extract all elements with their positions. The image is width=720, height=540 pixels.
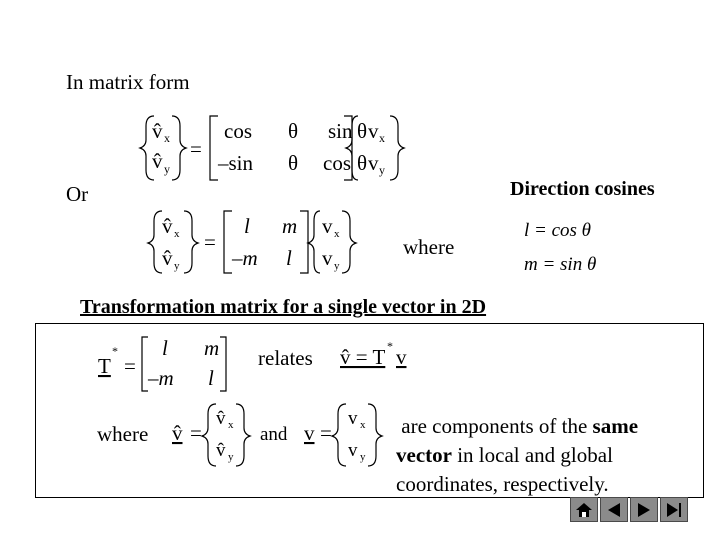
or-label: Or (66, 182, 89, 206)
svg-text:and: and (260, 424, 288, 445)
svg-text:=: = (190, 421, 202, 445)
home-icon (575, 502, 593, 518)
previous-icon (605, 502, 623, 518)
svg-text:=: = (190, 137, 202, 161)
svg-text:*: * (112, 344, 118, 358)
last-button[interactable] (660, 497, 688, 522)
vector-definitions (170, 400, 380, 470)
relates-label: relates (258, 346, 313, 370)
description-paragraph (396, 412, 638, 499)
vx-hat-symbol: v̂ (152, 119, 163, 143)
svg-text:m: m (204, 336, 220, 360)
svg-text:θ: θ (288, 151, 299, 175)
description-line-3: coordinates, respectively. (396, 472, 609, 496)
right-brace-1 (172, 116, 186, 180)
svg-text:v: v (368, 119, 379, 143)
svg-text:x: x (360, 419, 366, 431)
home-button[interactable] (570, 497, 598, 522)
svg-text:x: x (164, 131, 170, 145)
svg-text:v: v (348, 440, 358, 461)
matrix-left-bracket-1 (210, 116, 218, 180)
svg-text:–sin: –sin (218, 151, 254, 175)
direction-cosines-label: Direction cosines (510, 178, 655, 200)
last-icon (665, 502, 683, 518)
svg-text:v̂ = T: v̂ = T (340, 345, 386, 369)
right-brace-1b (390, 116, 404, 180)
section-heading: Transformation matrix for a single vector in 2D (80, 296, 487, 318)
svg-text:y: y (379, 163, 385, 177)
svg-text:v: v (368, 151, 379, 175)
svg-text:=: = (204, 230, 216, 254)
matrix-equation-1 (140, 112, 410, 184)
svg-text:θ: θ (357, 151, 368, 175)
previous-button[interactable] (600, 497, 628, 522)
svg-text:cos: cos (323, 151, 351, 175)
intro-text: In matrix form (66, 70, 190, 94)
svg-text:x: x (174, 228, 180, 240)
next-icon (635, 502, 653, 518)
svg-text:y: y (174, 260, 180, 272)
svg-text:l: l (286, 246, 292, 270)
svg-text:v: v (348, 408, 358, 429)
svg-text:l: l (208, 366, 214, 390)
where-label-2: where (97, 422, 149, 446)
svg-text:l: l (162, 336, 168, 360)
where-label-1: where (403, 235, 455, 259)
svg-text:x: x (334, 228, 340, 240)
svg-text:v̂: v̂ (172, 421, 183, 445)
description-line-1: are components of the same (401, 414, 639, 438)
next-button[interactable] (630, 497, 658, 522)
svg-text:cos: cos (224, 119, 252, 143)
svg-text:y: y (334, 260, 340, 272)
svg-text:sin: sin (328, 119, 353, 143)
svg-text:v: v (396, 345, 407, 369)
svg-text:y: y (164, 162, 170, 176)
svg-text:θ: θ (357, 119, 368, 143)
svg-text:v̂: v̂ (162, 214, 173, 238)
svg-text:m = sin θ: m = sin θ (524, 254, 597, 275)
svg-text:T: T (98, 354, 111, 378)
matrix-equation-2 (148, 207, 358, 277)
svg-text:v: v (322, 214, 333, 238)
svg-text:y: y (360, 451, 366, 463)
svg-text:θ: θ (288, 119, 299, 143)
slide-navigation (570, 497, 692, 524)
svg-text:l: l (244, 214, 250, 238)
svg-text:v: v (304, 421, 315, 445)
svg-text:y: y (228, 451, 234, 463)
relation-equation (338, 340, 418, 374)
description-line-2: vector in local and global (396, 443, 613, 467)
svg-text:*: * (387, 339, 393, 353)
svg-text:x: x (228, 419, 234, 431)
direction-cosine-definitions (522, 214, 622, 278)
svg-text:v̂: v̂ (216, 440, 226, 461)
svg-text:=: = (320, 421, 332, 445)
vy-hat-symbol: v̂ (152, 149, 163, 173)
svg-text:l = cos θ: l = cos θ (524, 220, 592, 241)
svg-text:–m: –m (232, 246, 258, 270)
svg-text:v̂: v̂ (216, 408, 226, 429)
transformation-matrix-definition (96, 333, 236, 395)
svg-text:x: x (379, 131, 385, 145)
svg-text:–m: –m (148, 366, 174, 390)
svg-text:v̂: v̂ (162, 246, 173, 270)
svg-text:m: m (282, 214, 298, 238)
svg-text:v: v (322, 246, 333, 270)
svg-text:=: = (124, 354, 136, 378)
